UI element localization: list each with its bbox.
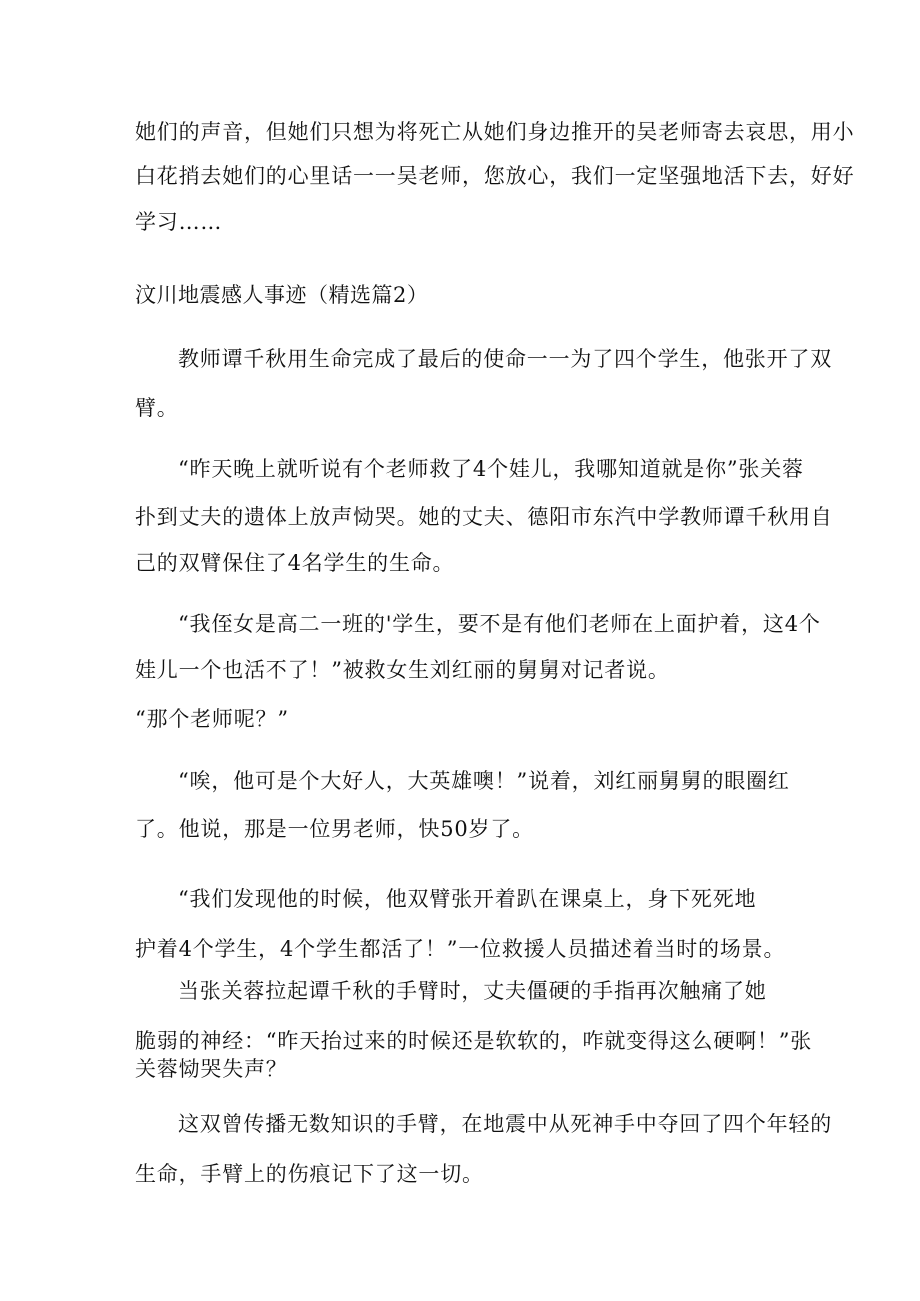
text-line: 臂。 — [135, 396, 179, 420]
text-line: “那个老师呢？” — [135, 707, 289, 731]
text-line: “昨天晚上就听说有个老师救了4个娃儿，我哪知道就是你”张关蓉 — [178, 457, 804, 481]
text-line: 扑到丈夫的遗体上放声恸哭。她的丈夫、德阳市东汽中学教师谭千秋用自 — [135, 505, 833, 529]
text-line: “我们发现他的时候，他双臂张开着趴在课桌上，身下死死地 — [178, 887, 757, 911]
text-line: “我侄女是高二一班的'学生，要不是有他们老师在上面护着，这4个 — [178, 612, 821, 636]
text-line: 关蓉恸哭失声？ — [135, 1057, 288, 1081]
section-heading: 汶川地震感人事迹（精选篇2） — [135, 283, 429, 307]
text-line: 当张关蓉拉起谭千秋的手臂时，丈夫僵硬的手指再次触痛了她 — [178, 979, 767, 1003]
text-line: 生命，手臂上的伤痕记下了这一切。 — [135, 1162, 484, 1186]
text-line: 己的双臂保住了4名学生的生命。 — [135, 551, 455, 575]
text-line: 学习…… — [135, 210, 223, 234]
text-line: 了。他说，那是一位男老师，快50岁了。 — [135, 817, 534, 841]
text-line: 脆弱的神经：“昨天抬过来的时候还是软软的，咋就变得这么硬啊！”张 — [135, 1029, 813, 1053]
text-line: 娃儿一个也活不了！”被救女生刘红丽的舅舅对记者说。 — [135, 658, 670, 682]
text-line: 白花捎去她们的心里话一一吴老师，您放心，我们一定坚强地活下去，好好 — [135, 164, 855, 188]
text-line: 这双曾传播无数知识的手臂，在地震中从死神手中夺回了四个年轻的 — [178, 1112, 832, 1136]
text-line: 教师谭千秋用生命完成了最后的使命一一为了四个学生，他张开了双 — [178, 347, 832, 371]
text-line: 护着4个学生，4个学生都活了！”一位救援人员描述着当时的场景。 — [135, 937, 786, 961]
text-line: “唉，他可是个大好人，大英雄噢！”说着，刘红丽舅舅的眼圈红 — [178, 769, 790, 793]
text-line: 她们的声音，但她们只想为将死亡从她们身边推开的吴老师寄去哀思，用小 — [135, 120, 855, 144]
